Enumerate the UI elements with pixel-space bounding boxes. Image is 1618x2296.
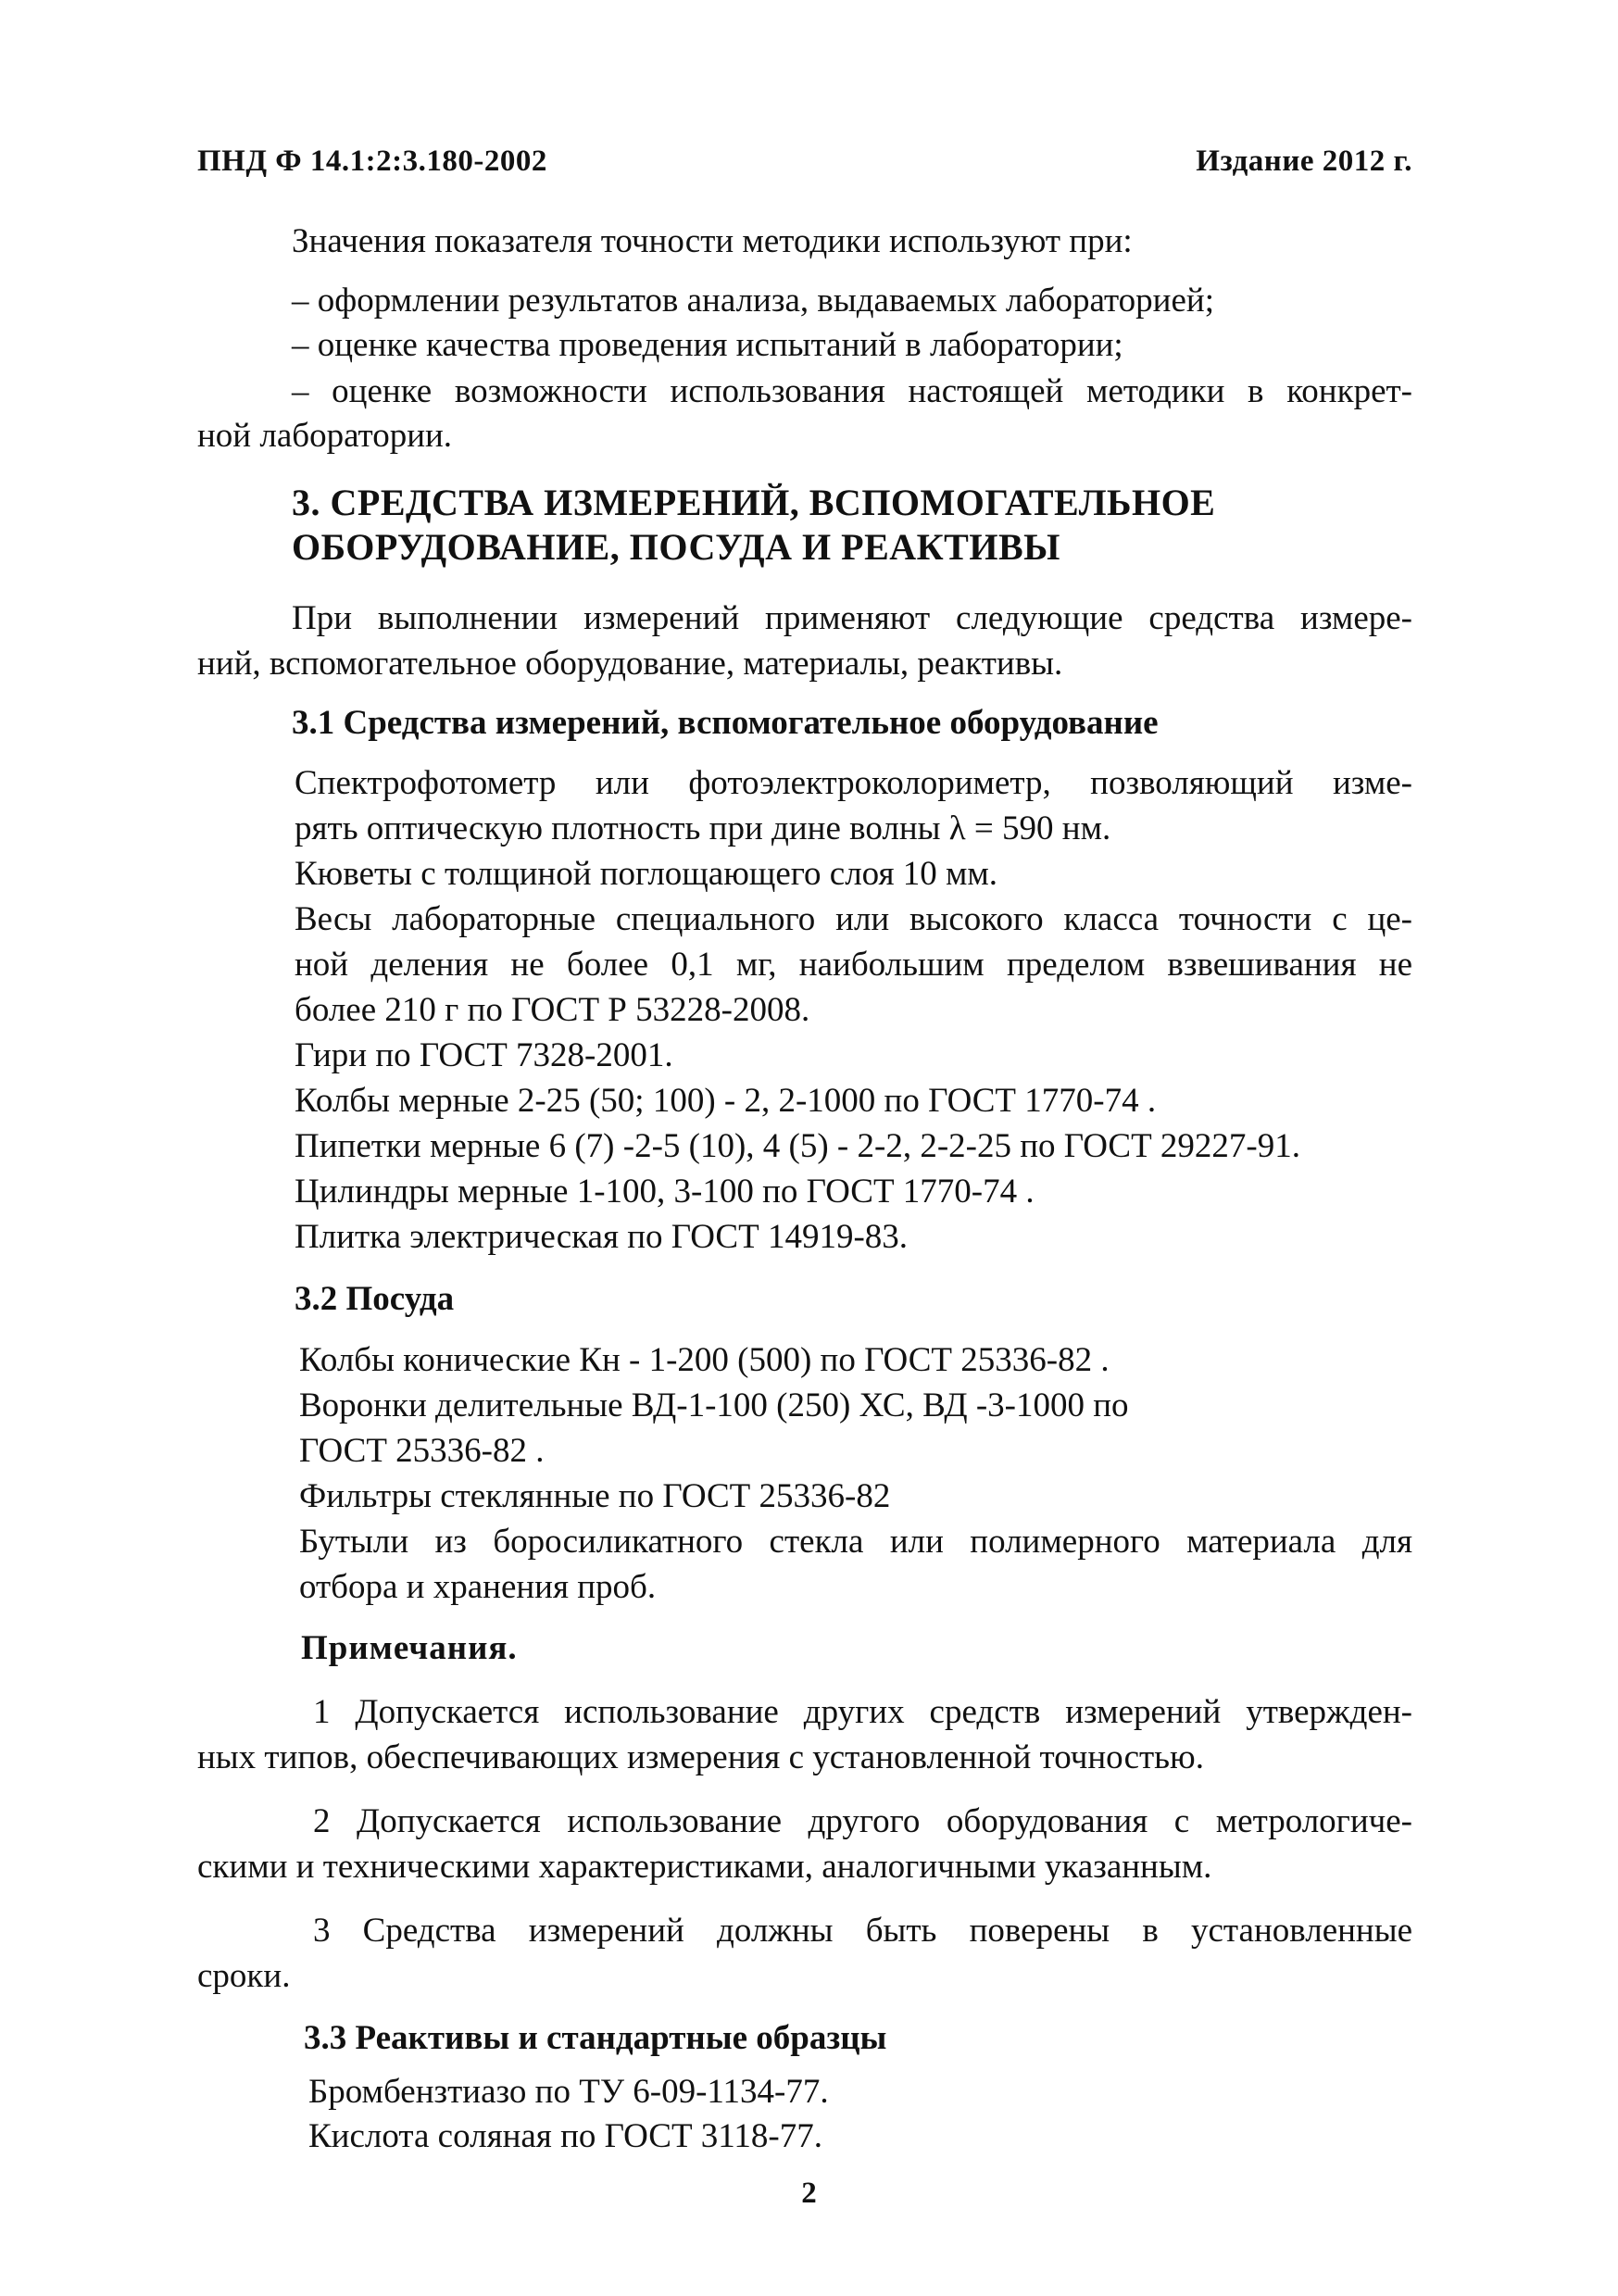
intro-item-3-line-2: ной лаборатории. — [197, 417, 453, 455]
intro-item-2: – оценке качества проведения испытаний в лаборатории; — [292, 326, 1123, 364]
s31-line-4: Весы лабораторные специального или высокого класса точности с це- — [295, 900, 1412, 938]
intro-item-3-line-1: – оценке возможности использования настоящей методики в конкрет- — [292, 372, 1412, 410]
s31-line-2: рять оптическую плотность при дине волны λ = 590 нм. — [295, 809, 1111, 847]
section-3-intro-line-2: ний, вспомогательное оборудование, материалы, реактивы. — [197, 645, 1063, 683]
note-3-line-2: сроки. — [197, 1957, 291, 1995]
s32-line-6: отбора и хранения проб. — [299, 1568, 657, 1606]
note-1-line-1: 1 Допускается использование других средств измерений утвержден- — [313, 1693, 1412, 1731]
section-3-title-line-2: ОБОРУДОВАНИЕ, ПОСУДА И РЕАКТИВЫ — [292, 526, 1060, 568]
note-2-line-1: 2 Допускается использование другого оборудования с метрологиче- — [313, 1802, 1412, 1840]
s31-line-10: Цилиндры мерные 1-100, 3-100 по ГОСТ 1770-74 . — [295, 1173, 1035, 1211]
intro-item-1: – оформлении результатов анализа, выдаваемых лабораторией; — [292, 282, 1214, 320]
section-3-title-line-1: 3. СРЕДСТВА ИЗМЕРЕНИЙ, ВСПОМОГАТЕЛЬНОЕ — [292, 482, 1216, 523]
s31-line-7: Гири по ГОСТ 7328-2001. — [295, 1036, 673, 1074]
s32-line-4: Фильтры стеклянные по ГОСТ 25336-82 — [299, 1477, 891, 1515]
subsection-3-2-title: 3.2 Посуда — [295, 1280, 455, 1318]
subsection-3-3-title: 3.3 Реактивы и стандартные образцы — [304, 2019, 887, 2057]
s33-line-2: Кислота соляная по ГОСТ 3118-77. — [308, 2117, 822, 2155]
s31-line-1: Спектрофотометр или фотоэлектроколориметр, позволяющий изме- — [295, 764, 1412, 802]
subsection-3-1-title: 3.1 Средства измерений, вспомогательное оборудование — [292, 704, 1159, 742]
note-2-line-2: скими и техническими характеристиками, аналогичными указанным. — [197, 1848, 1212, 1886]
s31-line-5: ной деления не более 0,1 мг, наибольшим пределом взвешивания не — [295, 946, 1412, 984]
edition-label: Издание 2012 г. — [1196, 144, 1412, 178]
s31-line-11: Плитка электрическая по ГОСТ 14919-83. — [295, 1218, 909, 1256]
note-3-line-1: 3 Средства измерений должны быть поверены в установленные — [313, 1912, 1412, 1950]
document-code: ПНД Ф 14.1:2:3.180-2002 — [197, 144, 547, 178]
s31-line-3: Кюветы с толщиной поглощающего слоя 10 мм. — [295, 855, 998, 893]
s33-line-1: Бромбензтиазо по ТУ 6-09-1134-77. — [308, 2073, 829, 2111]
s32-line-5: Бутыли из боросиликатного стекла или полимерного материала для — [299, 1523, 1412, 1561]
s31-line-6: более 210 г по ГОСТ Р 53228-2008. — [295, 991, 810, 1029]
section-3-intro-line-1: При выполнении измерений применяют следующие средства измере- — [292, 599, 1412, 637]
note-1-line-2: ных типов, обеспечивающих измерения с установленной точностью. — [197, 1738, 1204, 1776]
s32-line-3: ГОСТ 25336-82 . — [299, 1432, 545, 1470]
s31-line-8: Колбы мерные 2-25 (50; 100) - 2, 2-1000 по ГОСТ 1770-74 . — [295, 1082, 1157, 1120]
s32-line-2: Воронки делительные ВД-1-100 (250) ХС, ВД -3-1000 по — [299, 1386, 1129, 1424]
s32-line-1: Колбы конические Кн - 1-200 (500) по ГОСТ 25336-82 . — [299, 1341, 1110, 1379]
notes-title: Примечания. — [301, 1629, 518, 1667]
page-number: 2 — [801, 2177, 817, 2210]
s31-line-9: Пипетки мерные 6 (7) -2-5 (10), 4 (5) - 2-2, 2-2-25 по ГОСТ 29227-91. — [295, 1127, 1301, 1165]
intro-lead: Значения показателя точности методики используют при: — [292, 222, 1133, 260]
